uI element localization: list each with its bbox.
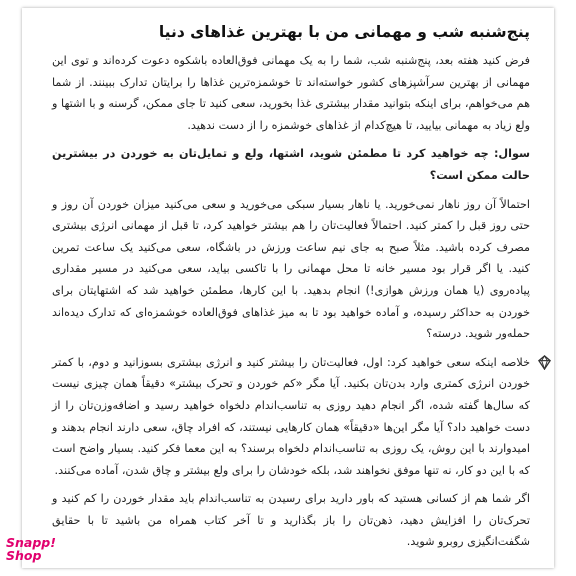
diamond-bullet-icon bbox=[537, 355, 552, 370]
summary-text: خلاصه اینکه سعی خواهید کرد: اول، فعالیت‌تان را بیشتر کنید و انرژی بیشتری بسوزانید و دوم، با کمتر خوردن انرژی کمتری وارد بدن‌تان بکنید. آیا مگر «کم خوردن و تحرک بیشتر» دقیقاً همان چیزی نیست که سال‌ها گفته شده، اگر انجام دهید روزی به تناسب‌اندام دلخواه خواهید رسید و اضافه‌وزن‌تان را از دست خواهید داد؟ آیا مگر این‌ها «دقیقاً» همان کارهایی نیستند، که افراد چاق، سعی دارند انجام بدهند و امیدوارند با این روش، یک روزی به تناسب‌اندام دلخواه برسند؟ به این معما فکر کنید. بسیار واضح است که با این دو کار، نه تنها موفق نخواهند شد، بلکه خودشان را برای ولع بیشتر و چاق شدن، آماده می‌کنند. bbox=[52, 355, 530, 477]
summary-paragraph bbox=[52, 352, 530, 482]
paragraph-intro: فرض کنید هفته بعد، پنج‌شنبه شب، شما را به یک مهمانی فوق‌العاده باشکوه دعوت کرده‌اند و توی این مهمانی از بهترین سرآشپزهای کشور خواسته‌اند تا خوشمزه‌ترین غذاها را برایتان تدارک ببینند. از شما هم می‌خواهم، برای اینکه بتوانید مقدار بیشتری غذا بخورید، سعی کنید تا جای ممکن، گرسنه و با اشتها و ولع زیاد به مهمانی بیایید، تا هیچ‌کدام از غذاهای خوشمزه را از دست ندهید. bbox=[52, 54, 530, 132]
article-title: پنج‌شنبه شب و مهمانی من با بهترین غذاهای دنیا bbox=[158, 23, 530, 41]
paragraph-answer: احتمالاً آن روز ناهار نمی‌خورید. یا ناهار بسیار سبکی می‌خورید و سعی می‌کنید میزان خوردن آن روز و حتی روز قبل را کمتر کنید. احتمالاً فعالیت‌تان را هم بیشتر خواهید کرد، تا قبل از مهمانی انرژی بیشتری مصرف کرده باشید. مثلاً صبح به جای نیم ساعت ورزش در باشگاه، سعی می‌کنید یک ساعت تمرین کنید. یا اگر قرار بود مسیر خانه تا محل مهمانی را با تاکسی بیاید، سعی می‌کنید در مسیر مقداری پیاده‌روی (یا همان ورزش هوازی!) انجام بدهید. با این کارها، مطمئن خواهید شد که اشتهایتان برای خوردن به حداکثر رسیده، و آماده خواهید بود تا به میز غذاهای فوق‌العاده خوشمزه‌ای که تدارک دیده‌اند حمله‌ور شوید. درسته؟ bbox=[52, 197, 530, 341]
page-content bbox=[52, 20, 530, 560]
snappshop-watermark-logo bbox=[6, 536, 66, 562]
watermark-line1: Snapp! bbox=[6, 535, 56, 550]
question-paragraph: سوال: چه خواهید کرد تا مطمئن شوید، اشتها، ولع و تمایل‌تان به خوردن در بیشترین حالت ممکن است؟ bbox=[52, 147, 530, 182]
paragraph-closing: اگر شما هم از کسانی هستید که باور دارید برای رسیدن به تناسب‌اندام باید مقدار خوردن را کم کنید و تحرک‌تان را افزایش دهید، ذهن‌تان را باز بگذارید و تا آخر کتاب همراه من باشید تا با حقایق شگفت‌انگیزی روبرو شوید. bbox=[52, 492, 530, 549]
book-page bbox=[22, 8, 554, 568]
watermark-line2: Shop bbox=[6, 548, 42, 563]
